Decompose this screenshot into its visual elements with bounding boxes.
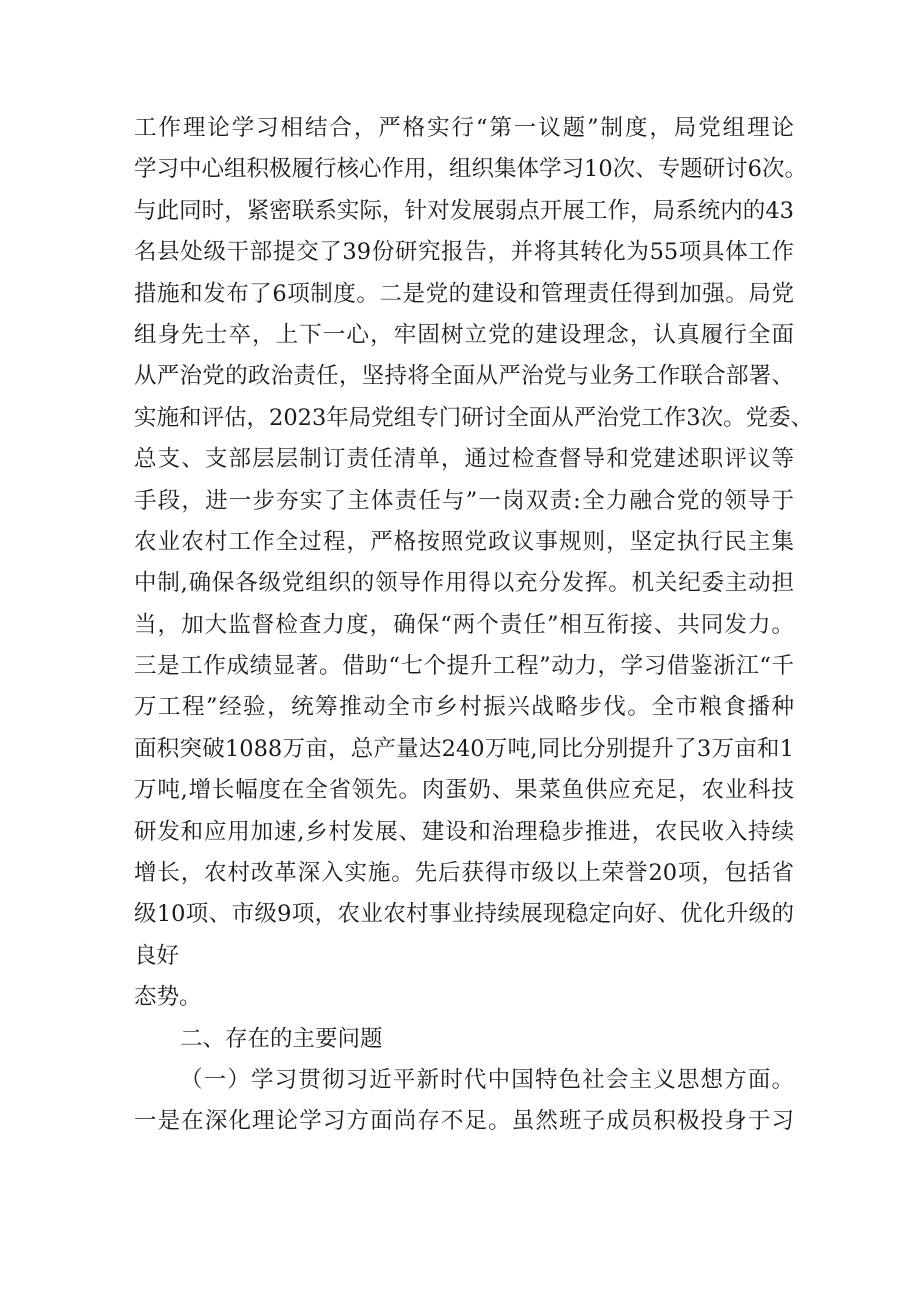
paragraph-line: 总支、支部层层制订责任清单，通过检查督导和党建述职评议等 <box>134 446 794 473</box>
paragraph-line: 名县处级干部提交了39份研究报告，并将其转化为55项具体工作 <box>134 239 794 266</box>
paragraph-line: 增长，农村改革深入实施。先后获得市级以上荣誉20项，包括省 <box>134 860 794 887</box>
paragraph-line: 组身先士卒，上下一心，牢固树立党的建设理念，认真履行全面 <box>134 321 794 348</box>
paragraph-line: 研发和应用加速,乡村发展、建设和治理稳步推进，农民收入持续 <box>134 818 794 845</box>
paragraph-line: 中制,确保各级党组织的领导作用得以充分发挥。机关纪委主动担 <box>134 570 794 597</box>
document-body <box>134 108 814 1143</box>
paragraph-line: 面积突破1088万亩，总产量达240万吨,同比分别提升了3万亩和1 <box>134 735 794 762</box>
paragraph-line: 万吨,增长幅度在全省领先。肉蛋奶、果菜鱼供应充足，农业科技 <box>134 777 794 804</box>
paragraph-line: 从严治党的政治责任，坚持将全面从严治党与业务工作联合部署、 <box>134 363 794 390</box>
section-heading: 二、存在的主要问题 <box>180 1025 383 1052</box>
paragraph-line: 手段，进一步夯实了主体责任与”一岗双责:全力融合党的领导于 <box>134 487 794 514</box>
subsection-heading: （一）学习贯彻习近平新时代中国特色社会主义思想方面。 <box>180 1066 794 1093</box>
paragraph-line: 万工程”经验，统筹推动全市乡村振兴战略步伐。全市粮食播种 <box>134 694 794 721</box>
paragraph-line: 与此同时，紧密联系实际，针对发展弱点开展工作，局系统内的43 <box>134 197 794 224</box>
paragraph-line: 农业农村工作全过程，严格按照党政议事规则，坚定执行民主集 <box>134 528 794 555</box>
paragraph-line: 良好 <box>134 942 180 969</box>
paragraph-line: 级10项、市级9项，农业农村事业持续展现稳定向好、优化升级的 <box>134 901 794 928</box>
paragraph-line: 三是工作成绩显著。借助“七个提升工程”动力，学习借鉴浙江“千 <box>134 653 794 680</box>
paragraph-line: 态势。 <box>134 984 202 1011</box>
paragraph-line: 一是在深化理论学习方面尚存不足。虽然班子成员积极投身于习 <box>134 1108 794 1135</box>
paragraph-line: 实施和评估，2023年局党组专门研讨全面从严治党工作3次。党委、 <box>134 404 814 431</box>
paragraph-line: 学习中心组积极履行核心作用，组织集体学习10次、专题研讨6次。 <box>134 156 807 183</box>
paragraph-line: 工作理论学习相结合，严格实行“第一议题”制度，局党组理论 <box>134 115 794 141</box>
paragraph-line: 措施和发布了6项制度。二是党的建设和管理责任得到加强。局党 <box>134 280 794 307</box>
paragraph-line: 当，加大监督检查力度，确保“两个责任”相互衔接、共同发力。 <box>134 611 794 638</box>
